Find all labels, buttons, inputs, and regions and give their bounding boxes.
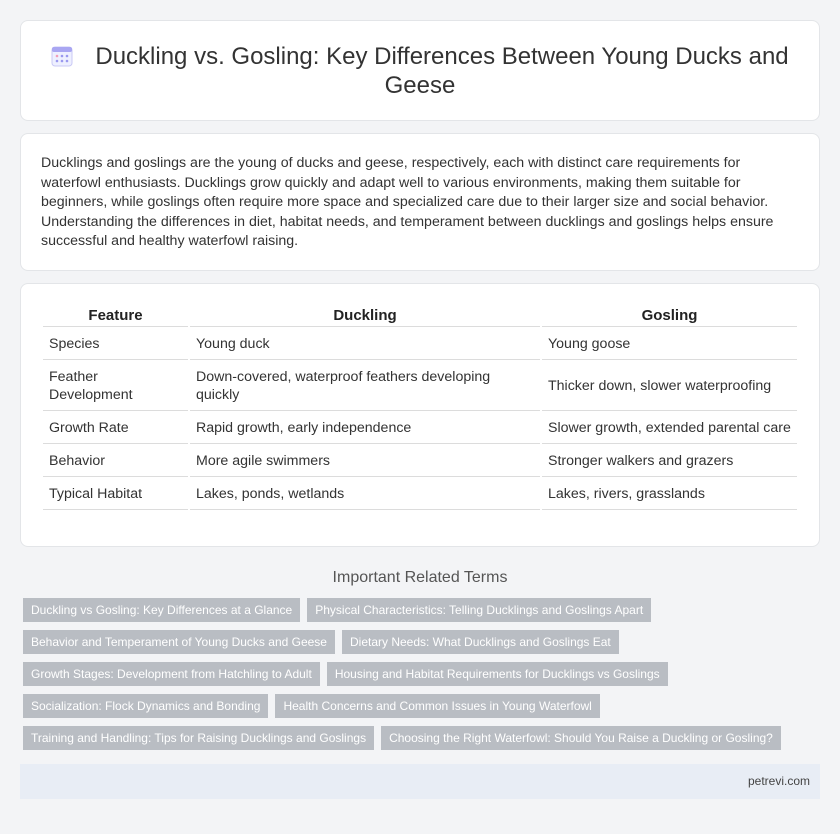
table-cell: Behavior — [43, 446, 188, 477]
table-cell: Stronger walkers and grazers — [542, 446, 797, 477]
related-terms-title: Important Related Terms — [332, 569, 508, 586]
table-header-cell: Feature — [43, 304, 188, 327]
table-cell: Species — [43, 329, 188, 360]
related-term-tag[interactable]: Growth Stages: Development from Hatchling to Adult — [23, 662, 320, 686]
table-cell: Lakes, rivers, grasslands — [542, 479, 797, 510]
comparison-table-card — [20, 283, 820, 547]
related-term-tag[interactable]: Choosing the Right Waterfowl: Should You Raise a Duckling or Gosling? — [381, 726, 781, 750]
related-term-tag[interactable]: Physical Characteristics: Telling Ducklings and Goslings Apart — [307, 598, 651, 622]
comparison-table — [41, 302, 799, 512]
page-header — [20, 20, 820, 121]
related-term-tag[interactable]: Dietary Needs: What Ducklings and Goslings Eat — [342, 630, 619, 654]
related-term-tag[interactable]: Housing and Habitat Requirements for Ducklings vs Goslings — [327, 662, 668, 686]
table-row — [43, 479, 797, 510]
table-cell: Thicker down, slower waterproofing — [542, 362, 797, 411]
footer-site-link[interactable]: petrevi.com — [747, 774, 810, 788]
intro-text: Ducklings and goslings are the young of ducks and geese, respectively, each with distinct care requirements for waterfowl enthusiasts. Ducklings grow quickly and adapt well to various environments, making them suitable for beginners, while goslings often require more space and specialized care due to their larger size and social behavior. Understanding the differences in diet, habitat needs, and temperament between ducklings and goslings helps ensure successful and healthy waterfowl raising. — [41, 155, 774, 250]
related-term-tag[interactable]: Training and Handling: Tips for Raising Ducklings and Goslings — [23, 726, 374, 750]
table-header-cell: Gosling — [542, 304, 797, 327]
calendar-icon — [51, 45, 73, 67]
related-term-tag[interactable]: Behavior and Temperament of Young Ducks and Geese — [23, 630, 335, 654]
table-row — [43, 413, 797, 444]
table-cell: Young duck — [190, 329, 540, 360]
table-cell: Typical Habitat — [43, 479, 188, 510]
table-header-cell: Duckling — [190, 304, 540, 327]
footer — [20, 764, 820, 799]
table-cell: Rapid growth, early independence — [190, 413, 540, 444]
page-title: Duckling vs. Gosling: Key Differences Between Young Ducks and Geese — [95, 42, 789, 99]
table-cell: Feather Development — [43, 362, 188, 411]
related-terms-list — [20, 598, 820, 758]
table-row — [43, 329, 797, 360]
table-cell: Growth Rate — [43, 413, 188, 444]
related-term-tag[interactable]: Health Concerns and Common Issues in Young Waterfowl — [275, 694, 599, 718]
intro-section — [20, 133, 820, 271]
table-cell: Slower growth, extended parental care — [542, 413, 797, 444]
related-term-tag[interactable]: Socialization: Flock Dynamics and Bonding — [23, 694, 268, 718]
table-cell: Lakes, ponds, wetlands — [190, 479, 540, 510]
table-row — [43, 362, 797, 411]
table-cell: More agile swimmers — [190, 446, 540, 477]
table-cell: Young goose — [542, 329, 797, 360]
table-cell: Down-covered, waterproof feathers developing quickly — [190, 362, 540, 411]
page-title-wrapper — [51, 42, 789, 100]
table-header-row — [43, 304, 797, 327]
related-term-tag[interactable]: Duckling vs Gosling: Key Differences at a Glance — [23, 598, 300, 622]
table-row — [43, 446, 797, 477]
